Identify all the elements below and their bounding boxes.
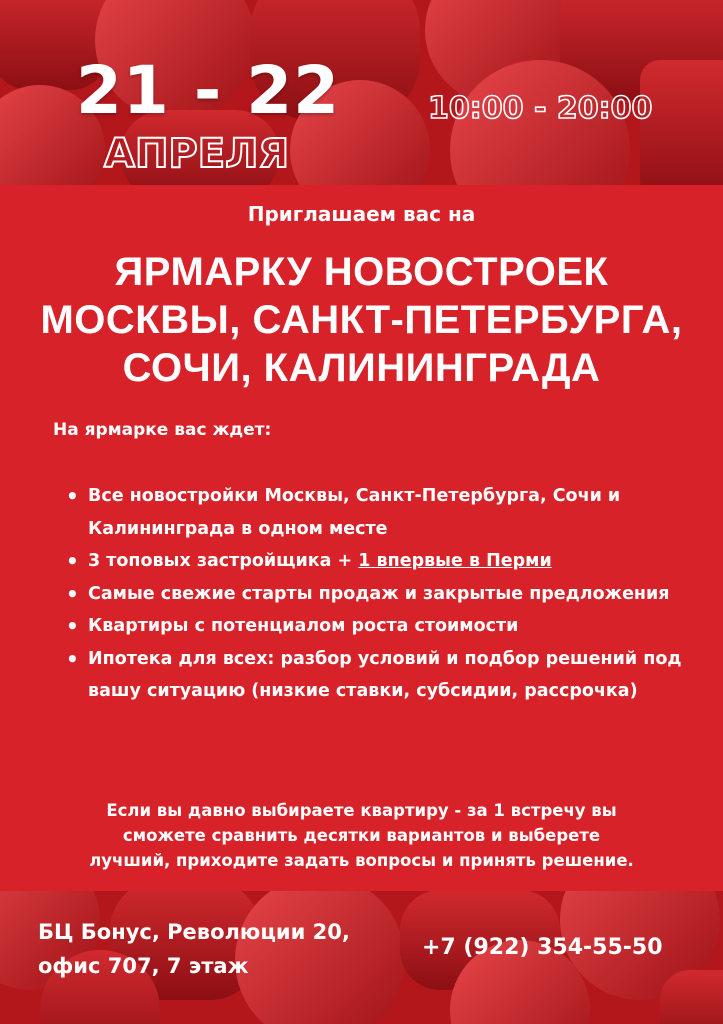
headline-line-2: МОСКВЫ, САНКТ-ПЕТЕРБУРГА, [40, 298, 683, 342]
list-item [88, 610, 723, 643]
headline [0, 248, 723, 392]
contact-phone[interactable]: +7 (922) 354-55-50 [422, 935, 663, 960]
invite-line: Приглашаем вас на [247, 202, 476, 226]
list-item [88, 545, 723, 578]
closing-text [0, 798, 723, 873]
address-line-2: офис 707, 7 этаж [38, 954, 249, 978]
bullet-text: Квартиры с потенциалом роста стоимости [88, 616, 519, 636]
closing-line-3: лучший, приходите задать вопросы и принять решение. [89, 851, 634, 870]
bullet-text: Все новостройки Москвы, Санкт-Петербурга, Сочи и Калининграда в одном месте [88, 486, 621, 539]
venue-address [38, 915, 350, 983]
headline-line-3: СОЧИ, КАЛИНИНГРАДА [122, 346, 601, 390]
intro-text: На ярмарке вас ждет: [53, 420, 272, 440]
closing-line-2: сможете сравнить десятки вариантов и выберете [122, 826, 601, 845]
bullet-text: 3 топовых застройщика + [88, 551, 359, 571]
address-line-1: БЦ Бонус, Революции 20, [38, 920, 350, 944]
headline-line-1: ЯРМАРКУ НОВОСТРОЕК [114, 250, 609, 294]
event-month: АПРЕЛЯ [104, 131, 290, 177]
bullet-text: Самые свежие старты продаж и закрытые предложения [88, 583, 670, 604]
list-item [88, 578, 723, 611]
list-item [88, 643, 723, 708]
list-item [88, 480, 723, 545]
bullet-text: Ипотека для всех: разбор условий и подбор решений под вашу ситуацию (низкие ставки, субсидии, рассрочка) [88, 648, 682, 701]
event-hours: 10:00 - 20:00 [428, 91, 653, 126]
event-dates: 21 - 22 [76, 52, 341, 129]
bullet-underlined-text: 1 впервые в Перми [358, 551, 552, 571]
benefits-list [64, 480, 723, 708]
closing-line-1: Если вы давно выбираете квартиру - за 1 встречу вы [106, 801, 617, 820]
